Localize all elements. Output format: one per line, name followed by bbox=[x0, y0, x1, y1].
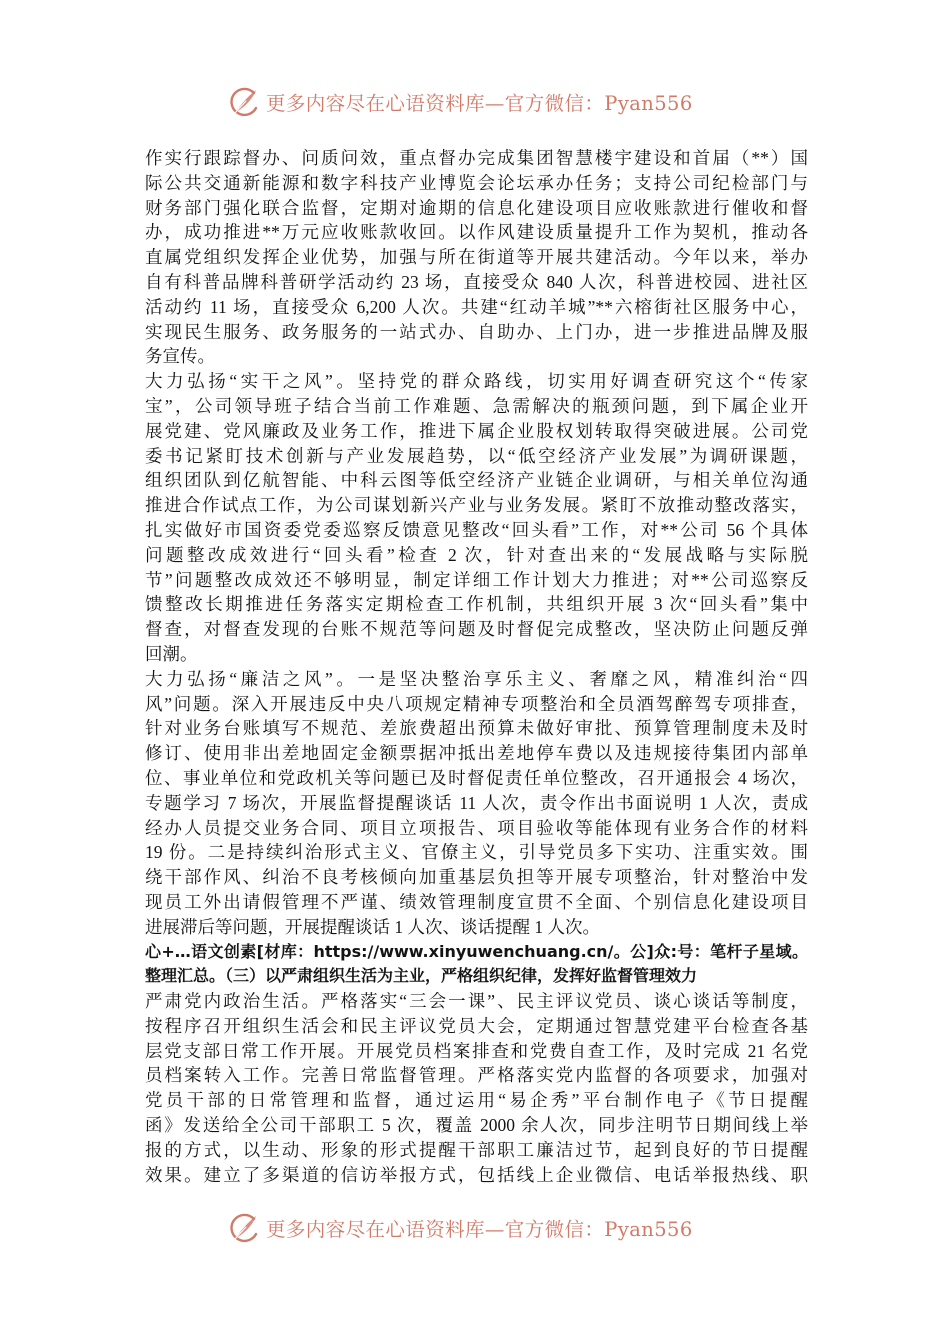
text-line: 直属党组织发挥企业优势，加强与所在街道等开展共建活动。今年以来，举办 bbox=[145, 247, 808, 268]
watermark-text: 更多内容尽在心语资料库—官方微信：Pyan556 bbox=[266, 1218, 693, 1241]
paragraph bbox=[145, 146, 808, 369]
text-line: 馈整改长期推进任务落实定期检查工作机制，共组织开展 3 次“回头看”集中 bbox=[145, 594, 808, 615]
text-line: 针对业务台账填写不规范、差旅费超出预算未做好审批、预算管理制度未及时 bbox=[145, 718, 808, 739]
text-line: 报的方式，以生动、形象的形式提醒干部职工廉洁过节，起到良好的节日提醒 bbox=[145, 1139, 808, 1160]
text-line: 进展滞后等问题，开展提醒谈话 1 人次、谈话提醒 1 人次。 bbox=[145, 916, 600, 937]
text-line: 宝”，公司领导班子结合当前工作难题、急需解决的瓶颈问题，到下属企业开 bbox=[145, 395, 808, 416]
text-line: 委书记紧盯技术创新与产业发展趋势，以“低空经济产业发展”为调研课题， bbox=[145, 445, 808, 466]
paragraph bbox=[145, 989, 808, 1187]
text-line: 实现民生服务、政务服务的一站式办、自助办、上门办，进一步推进品牌及服 bbox=[145, 321, 808, 342]
pen-logo-icon bbox=[226, 1210, 262, 1246]
footer-watermark bbox=[226, 1210, 693, 1246]
section-heading-block bbox=[145, 940, 808, 990]
text-line: 节”问题整改成效还不够明显，制定详细工作计划大力推进；对**公司巡察反 bbox=[145, 569, 808, 590]
text-line: 务宣传。 bbox=[145, 346, 215, 367]
text-line: 扎实做好市国资委党委巡察反馈意见整改“回头看”工作，对**公司 56 个具体 bbox=[145, 519, 808, 540]
text-line: 督查，对督查发现的台账不规范等问题及时督促完成整改，坚决防止问题反弹 bbox=[145, 619, 808, 640]
header-watermark bbox=[226, 84, 693, 120]
pen-logo-icon bbox=[226, 84, 262, 120]
text-line: 按程序召开组织生活会和民主评议党员大会，定期通过智慧党建平台检查各基 bbox=[145, 1015, 808, 1036]
text-line: 修订、使用非出差地固定金额票据冲抵出差地停车费以及违规接待集团内部单 bbox=[145, 743, 808, 764]
text-line: 推进合作试点工作，为公司谋划新兴产业与业务发展。紧盯不放推动整改落实， bbox=[145, 495, 808, 516]
watermark-text: 更多内容尽在心语资料库—官方微信：Pyan556 bbox=[266, 92, 693, 115]
text-line: 19 份。二是持续纠治形式主义、官僚主义，引导党员多下实功、注重实效。围 bbox=[145, 842, 808, 863]
text-line: 整理汇总。（三）以严肃组织生活为主业，严格组织纪律，发挥好监督管理效力 bbox=[145, 966, 698, 986]
text-line: 心+…语文创素[材库：https://www.xinyuwenchuang.cn/。公]众:号：笔杆子星域。 bbox=[145, 941, 808, 961]
text-line: 位、事业单位和党政机关等问题已及时督促责任单位整改，召开通报会 4 场次， bbox=[145, 767, 808, 788]
text-line: 员档案转入工作。完善日常监督管理。严格落实党内监督的各项要求，加强对 bbox=[145, 1065, 808, 1086]
text-line: 绕干部作风、纠治不良考核倾向加重基层负担等开展专项整治，针对整治中发 bbox=[145, 867, 808, 888]
text-line: 作实行跟踪督办、问质问效，重点督办完成集团智慧楼宇建设和首届（**）国 bbox=[145, 148, 808, 168]
text-line: 财务部门强化联合监督，定期对逾期的信息化建设项目应收账款进行催收和督 bbox=[145, 197, 808, 218]
text-line: 活动约 11 场，直接受众 6,200 人次。共建“红动羊城”**六榕街社区服务中心， bbox=[145, 296, 808, 317]
paragraph bbox=[145, 667, 808, 940]
paragraph bbox=[145, 369, 808, 667]
document-body bbox=[145, 146, 808, 1187]
text-line: 严肃党内政治生活。严格落实“三会一课”、民主评议党员、谈心谈话等制度， bbox=[145, 991, 808, 1012]
text-line: 层党支部日常工作开展。开展党员档案排查和党费自查工作，及时完成 21 名党 bbox=[145, 1040, 808, 1061]
text-line: 大力弘扬“实干之风”。坚持党的群众路线，切实用好调查研究这个“传家 bbox=[145, 371, 808, 392]
text-line: 展党建、党风廉政及业务工作，推进下属企业股权划转取得突破进展。公司党 bbox=[145, 420, 808, 441]
text-line: 回潮。 bbox=[145, 643, 198, 664]
text-line: 办，成功推进**万元应收账款收回。以作风建设质量提升工作为契机，推动各 bbox=[145, 222, 808, 243]
text-line: 际公共交通新能源和数字科技产业博览会论坛承办任务；支持公司纪检部门与 bbox=[145, 172, 808, 193]
text-line: 自有科普品牌科普研学活动约 23 场，直接受众 840 人次，科普进校园、进社区 bbox=[145, 271, 808, 292]
text-line: 组织团队到亿航智能、中科云图等低空经济产业链企业调研，与相关单位沟通 bbox=[145, 470, 808, 491]
text-line: 风”问题。深入开展违反中央八项规定精神专项整治和全员酒驾醉驾专项排查， bbox=[145, 693, 808, 714]
text-line: 现员工外出请假管理不严谨、绩效管理制度宣贯不全面、个别信息化建设项目 bbox=[145, 891, 808, 912]
text-line: 党员干部的日常管理和监督，通过运用“易企秀”平台制作电子《节日提醒 bbox=[145, 1090, 808, 1111]
text-line: 大力弘扬“廉洁之风”。一是坚决整治享乐主义、奢靡之风，精准纠治“四 bbox=[145, 668, 808, 689]
text-line: 经办人员提交业务合同、项目立项报告、项目验收等能体现有业务合作的材料 bbox=[145, 817, 808, 838]
text-line: 函》发送给全公司干部职工 5 次，覆盖 2000 余人次，同步注明节日期间线上举 bbox=[145, 1115, 808, 1136]
text-line: 效果。建立了多渠道的信访举报方式，包括线上企业微信、电话举报热线、职 bbox=[145, 1164, 808, 1185]
text-line: 问题整改成效进行“回头看”检查 2 次，针对查出来的“发展战略与实际脱 bbox=[145, 544, 808, 565]
text-line: 专题学习 7 场次，开展监督提醒谈话 11 人次，责令作出书面说明 1 人次，责成 bbox=[145, 792, 808, 813]
